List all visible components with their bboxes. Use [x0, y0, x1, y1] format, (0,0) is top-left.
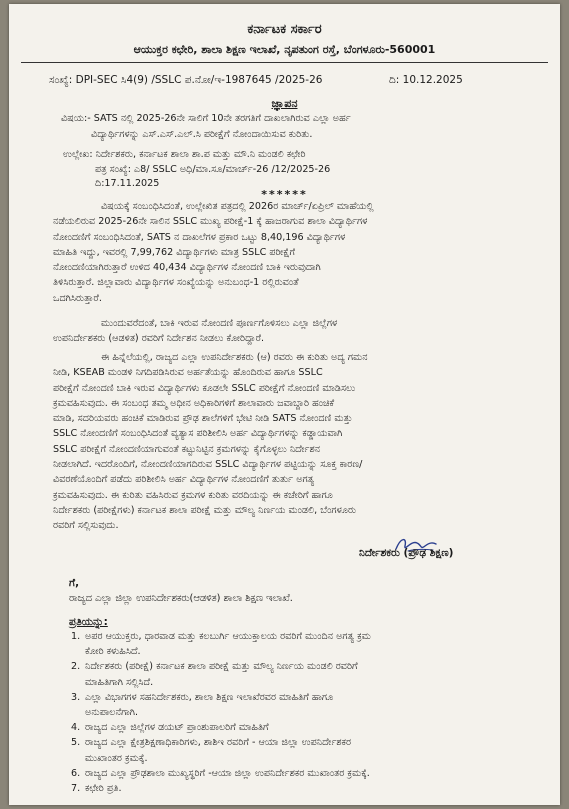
text-line: ಕ್ರಮವಹಿಸುವುದು. ಈ ಸಂಬಂಧ ತಮ್ಮ ಅಧೀನ ಅಧಿಕಾರಿಗಳಿಗೆ ಶಾಲಾವಾರು ಜವಾಬ್ದಾರಿ ಹಂಚಿಕೆ — [53, 397, 335, 409]
subject-line: ವಿಷಯ:- SATS ನಲ್ಲಿ 2025-26ನೇ ಸಾಲಿಗೆ 10ನೇ ತರಗತಿಗೆ ದಾಖಲಾಗಿರುವ ಎಲ್ಲಾ ಅರ್ಹ — [61, 113, 351, 124]
copy-number: 1. — [71, 631, 81, 642]
paragraph-1 — [53, 199, 521, 306]
copy-item-continued — [71, 705, 531, 720]
header-rule — [21, 62, 548, 63]
text-line: ನೀಡಿ, KSEAB ಮಂಡಳಿ ನಿಗದಿಪಡಿಸಿರುವ ಅರ್ಹತೆಯನ್ನು ಹೊಂದಿರುವ ಹಾಗೂ SSLC — [53, 367, 323, 379]
text-line: ನಿರ್ದೇಶಕರು (ಪರೀಕ್ಷೆಗಳು) ಕರ್ನಾಟಕ ಶಾಲಾ ಪರೀಕ್ಷೆ ಮತ್ತು ಮೌಲ್ಯ ನಿರ್ಣಯ ಮಂಡಲಿ, ಬೆಂಗಳೂರು — [53, 504, 357, 516]
copy-text: ರಾಜ್ಯದ ಎಲ್ಲಾ ಜಿಲ್ಲೆಗಳ ಡಯಟ್ ಪ್ರಾಂಶುಪಾಲರಿಗೆ ಮಾಹಿತಿಗೆ — [85, 722, 269, 734]
copy-item — [71, 766, 531, 781]
paragraph-2 — [53, 316, 521, 347]
text-line: ಮುಂದುವರೆದಂತೆ, ಬಾಕಿ ಇರುವ ನೋಂದಣಿ ಪೂರ್ಣಗೊಳಿಸಲು ಎಲ್ಲಾ ಜಿಲ್ಲೆಗಳ — [101, 318, 338, 329]
copy-number: 5. — [71, 737, 81, 749]
copy-number: 6. — [71, 767, 81, 779]
copy-text: ಕೋರಿ ಕಳುಹಿಸಿದೆ. — [85, 646, 141, 658]
government-name: ಕರ್ನಾಟಕ ಸರ್ಕಾರ — [247, 22, 322, 37]
copy-text: ರಾಜ್ಯದ ಎಲ್ಲಾ ಪ್ರೌಢಶಾಲಾ ಮುಖ್ಯಸ್ಥರಿಗೆ -ಆಯಾ ಜಿಲ್ಲಾ ಉಪನಿರ್ದೇಶಕರ ಮುಖಾಂತರ ಕ್ರಮಕ್ಕೆ. — [85, 767, 370, 779]
subject-block — [61, 111, 351, 143]
text-line: ಮಾಹಿತಿ ಇದ್ದು, ಇವರಲ್ಲಿ 7,99,762 ವಿದ್ಯಾರ್ಥಿಗಳು ಮಾತ್ರ SSLC ಪರೀಕ್ಷೆಗೆ — [53, 246, 296, 258]
text-line: ವಿವರಣೆಯೊಂದಿಗೆ ಪಡೆದು ಪರಿಶೀಲಿಸಿ ಅರ್ಹ ವಿದ್ಯಾರ್ಥಿಗಳ ನೋಂದಣಿಗೆ ತುರ್ತು ಅಗತ್ಯ — [53, 474, 315, 486]
paragraph-3 — [53, 350, 521, 534]
copy-text: ಅನುಪಾಲನೆಗಾಗಿ. — [85, 707, 139, 719]
reference-line: ದಿ:17.11.2025 — [95, 178, 160, 189]
text-line: ಈ ಹಿನ್ನೆಲೆಯಲ್ಲಿ, ರಾಜ್ಯದ ಎಲ್ಲಾ ಉಪನಿರ್ದೇಶಕರು (ಆ) ರವರು ಈ ಕುರಿತು ಅದ್ಯ ಗಮನ — [101, 352, 368, 363]
copy-number: 4. — [71, 722, 81, 734]
copy-text: ರಾಜ್ಯದ ಎಲ್ಲಾ ಕ್ಷೇತ್ರಶಿಕ್ಷಣಾಧಿಕಾರಿಗಳು, ಶಾಶಿಇ ರವರಿಗೆ - ಆಯಾ ಜಿಲ್ಲಾ ಉಪನಿರ್ದೇಶಕರ — [85, 737, 352, 749]
copy-text: ಮಾಹಿತಿಗಾಗಿ ಸಲ್ಲಿಸಿದೆ. — [85, 676, 154, 688]
recipient-text: ರಾಜ್ಯದ ಎಲ್ಲಾ ಜಿಲ್ಲಾ ಉಪನಿರ್ದೇಶಕರು(ಆಡಳಿತ) ಶಾಲಾ ಶಿಕ್ಷಣ ಇಲಾಖೆ. — [69, 593, 293, 604]
text-line: ನೋಂದಣಿಗೆ ಸಂಬಂಧಿಸಿದಂತೆ, SATS ನ ದಾಖಲೆಗಳ ಪ್ರಕಾರ ಒಟ್ಟು 8,40,196 ವಿದ್ಯಾರ್ಥಿಗಳ — [53, 231, 346, 243]
copy-item-continued — [71, 675, 531, 690]
text-line: ಕ್ರಮವಹಿಸುವುದು. ಈ ಕುರಿತು ವಹಿಸಿರುವ ಕ್ರಮಗಳ ಕುರಿತು ವರದಿಯನ್ನು ಈ ಕಚೇರಿಗೆ ಹಾಗೂ — [53, 489, 333, 501]
copy-number: 3. — [71, 691, 81, 703]
copy-item-continued — [71, 644, 531, 659]
copy-item — [71, 690, 531, 705]
copy-item — [71, 720, 531, 735]
text-line: ತಿಳಿಸಿರುತ್ತಾರೆ. ಜಿಲ್ಲಾವಾರು ವಿದ್ಯಾರ್ಥಿಗಳ ಸಂಖ್ಯೆಯನ್ನು ಅನುಬಂಧ-1 ರಲ್ಲಿರುವಂತೆ — [53, 277, 299, 289]
copies-list — [71, 629, 531, 796]
text-line: ಒದಗಿಸಿರುತ್ತಾರೆ. — [53, 292, 102, 304]
text-line: SSLC ನೋಂದಣಿಗೆ ಸಂಬಂಧಿಸಿದಂತೆ ವ್ಯತ್ಯಾಸ ಪರಿಶೀಲಿಸಿ ಅರ್ಹ ವಿದ್ಯಾರ್ಥಿಗಳನ್ನು ಕಡ್ಡಾಯವಾಗಿ — [53, 428, 343, 440]
document-page — [9, 4, 560, 805]
separator-stars: ****** — [261, 188, 308, 201]
copy-text: ಮುಖಾಂತರ ಕ್ರಮಕ್ಕೆ. — [85, 752, 148, 764]
reference-number: ಸಂಖ್ಯೆ: DPI-SEC ಸಿ4(9) /SSLC ಪ.ನೋ/ಇ-1987645 /2025-26 — [49, 74, 323, 86]
copy-number: 7. — [71, 783, 81, 795]
text-line: ಉಪನಿರ್ದೇಶಕರು (ಆಡಳಿತ) ರವರಿಗೆ ನಿರ್ದೇಶನ ನೀಡಲು ಕೋರಿದ್ದಾರೆ. — [53, 333, 265, 345]
copy-item — [71, 659, 531, 674]
copy-text: ನಿರ್ದೇಶಕರು (ಪರೀಕ್ಷೆ) ಕರ್ನಾಟಕ ಶಾಲಾ ಪರೀಕ್ಷೆ ಮತ್ತು ಮೌಲ್ಯ ನಿರ್ಣಯ ಮಂಡಲಿ ರವರಿಗೆ — [85, 661, 358, 673]
reference-block — [63, 148, 330, 192]
text-line: ನೀಡಲಾಗಿದೆ. ಇದರೊಂದಿಗೆ, ನೋಂದಣಿಯಾಗದಿರುವ SSLC ವಿದ್ಯಾರ್ಥಿಗಳ ಪಟ್ಟಿಯನ್ನು ಸೂಕ್ತ ಕಾರಣ/ — [53, 459, 363, 471]
copy-item — [71, 781, 531, 796]
copy-item — [71, 629, 531, 644]
signatory-designation: ನಿರ್ದೇಶಕರು (ಪ್ರೌಢ ಶಿಕ್ಷಣ) — [359, 547, 454, 559]
text-line: SSLC ಪರೀಕ್ಷೆಗೆ ನೋಂದಣಿಯಾಗುವಂತೆ ಕಟ್ಟುನಿಟ್ಟಿನ ಕ್ರಮಗಳನ್ನು ಕೈಗೊಳ್ಳಲು ನಿರ್ದೇಶನ — [53, 443, 321, 455]
text-line: ಮಾಡಿ, ಸದರಿಯವರು ಹಂಚಿಕೆ ಮಾಡಿರುವ ಪ್ರೌಢ ಶಾಲೆಗಳಿಗೆ ಭೇಟಿ ನೀಡಿ SATS ನೋಂದಣಿ ಮತ್ತು — [53, 413, 353, 425]
text-line: ರವರಿಗೆ ಸಲ್ಲಿಸುವುದು. — [53, 520, 119, 532]
copies-heading: ಪ್ರತಿಯನ್ನು: — [69, 616, 108, 628]
text-line: ವಿಷಯಕ್ಕೆ ಸಂಬಂಧಿಸಿದಂತೆ, ಉಲ್ಲೇಖಿತ ಪತ್ರದಲ್ಲಿ 2026ರ ಮಾರ್ಚ್/ಏಪ್ರಿಲ್ ಮಾಹೆಯಲ್ಲಿ — [101, 201, 374, 212]
copy-text: ಕಛೇರಿ ಪ್ರತಿ. — [85, 783, 122, 795]
text-line: ಪರೀಕ್ಷೆಗೆ ನೋಂದಣಿ ಬಾಕಿ ಇರುವ ವಿದ್ಯಾರ್ಥಿಗಳು ಕೂಡಲೇ SSLC ಪರೀಕ್ಷೆಗೆ ನೋಂದಣಿ ಮಾಡಿಸಲು — [53, 382, 356, 394]
document-date: ದಿ: 10.12.2025 — [389, 74, 463, 86]
reference-line: ಉಲ್ಲೇಖ: ನಿರ್ದೇಶಕರು, ಕರ್ನಾಟಕ ಶಾಲಾ ಶಾ.ಪ ಮತ್ತು ಮೌ.ನಿ ಮಂಡಲಿ ಕಛೇರಿ — [63, 149, 306, 160]
copy-item-continued — [71, 751, 531, 766]
office-address: ಆಯುಕ್ತರ ಕಛೇರಿ, ಶಾಲಾ ಶಿಕ್ಷಣ ಇಲಾಖೆ, ನೃಪತುಂಗ ರಸ್ತೆ, ಬೆಂಗಳೂರು-560001 — [133, 43, 436, 56]
memo-heading: ಜ್ಞಾಪನ — [271, 97, 298, 110]
copy-text: ಅಪರ ಆಯುಕ್ತರು, ಧಾರವಾಡ ಮತ್ತು ಕಲಬುರ್ಗಿ ಆಯುಕ್ತಾಲಯ ರವರಿಗೆ ಮುಂದಿನ ಅಗತ್ಯ ಕ್ರಮ — [85, 631, 371, 642]
copy-item — [71, 735, 531, 750]
subject-line: ವಿದ್ಯಾರ್ಥಿಗಳನ್ನು ಎಸ್.ಎಸ್.ಎಲ್.ಸಿ ಪರೀಕ್ಷೆಗೆ ನೋಂದಾಯಿಸುವ ಕುರಿತು. — [91, 129, 313, 140]
copy-number: 2. — [71, 661, 81, 673]
reference-line: ಪತ್ರ ಸಂಖ್ಯೆ: ಎ8/ SSLC ಅಧಿ/ಮಾ.ಸೂ/ಮಾರ್ಚ್-26 /12/2025-26 — [95, 163, 331, 175]
recipient-label: ಗೆ, — [69, 577, 80, 589]
copy-text: ಎಲ್ಲಾ ವಿಭಾಗಗಳ ಸಹನಿರ್ದೇಶಕರು, ಶಾಲಾ ಶಿಕ್ಷಣ ಇಲಾಖೆರವರ ಮಾಹಿತಿಗೆ ಹಾಗೂ — [85, 691, 334, 703]
text-line: ನೋಂದಣಿಯಾಗಿರುತ್ತಾರೆ ಉಳಿದ 40,434 ವಿದ್ಯಾರ್ಥಿಗಳ ನೋಂದಣಿ ಬಾಕಿ ಇರುವುದಾಗಿ — [53, 262, 321, 274]
text-line: ನಡೆಯಲಿರುವ 2025-26ನೇ ಸಾಲಿನ SSLC ಮುಖ್ಯ ಪರೀಕ್ಷೆ-1 ಕ್ಕೆ ಹಾಜರಾಗುವ ಶಾಲಾ ವಿದ್ಯಾರ್ಥಿಗಳ — [53, 216, 368, 228]
